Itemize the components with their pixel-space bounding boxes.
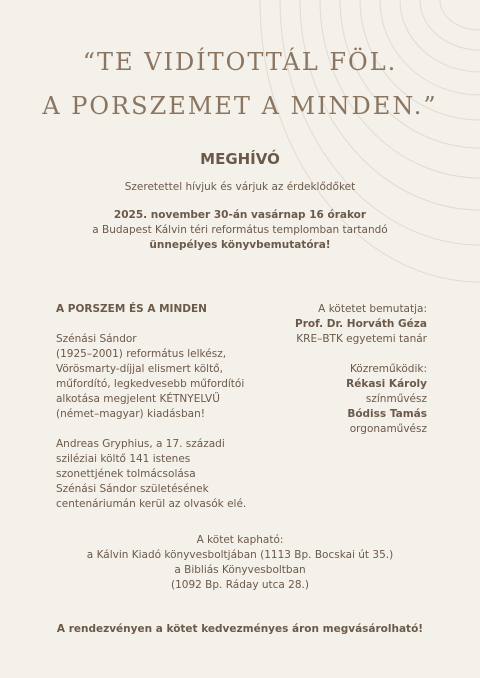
para1-line: (1925–2001) református lelkész, — [56, 348, 227, 360]
contrib1-name: Rékasi Károly — [346, 378, 427, 390]
para2-line: sziléziai költő 141 istenes — [56, 453, 191, 465]
presenter-name: Prof. Dr. Horváth Géza — [295, 318, 427, 330]
para1-line: (német–magyar) kiadásban! — [56, 408, 205, 420]
para2-line: Szénási Sándor születésének — [56, 483, 209, 495]
book-description — [56, 302, 266, 512]
quote-block — [0, 40, 480, 128]
para2-line: Andreas Gryphius, a 17. századi — [56, 438, 225, 450]
quote-line-1: “TE VIDÍTOTTÁL FÖL. — [82, 48, 398, 76]
quote-line-2: A PORSZEMET A MINDEN.” — [42, 92, 438, 120]
participants — [247, 302, 427, 437]
contrib-label: Közreműködik: — [349, 363, 427, 375]
event-details — [0, 208, 480, 253]
para1-line: alkotása megjelent KÉTNYELVŰ — [56, 393, 220, 405]
para2-line: centenáriumán kerül az olvasók elé. — [56, 498, 247, 510]
para1-line: Szénási Sándor — [56, 333, 137, 345]
event-date: 2025. november 30-án vasárnap 16 órakor — [113, 209, 367, 221]
para2-line: szonettjének tolmácsolása — [56, 468, 196, 480]
intro-text: Szeretettel hívjuk és várjuk az érdeklődőket — [124, 181, 356, 193]
contrib1-role: színművész — [365, 393, 427, 405]
availability-block — [0, 533, 480, 593]
availability-label: A kötet kapható: — [196, 534, 284, 546]
presenter-role: KRE–BTK egyetemi tanár — [296, 333, 427, 345]
contrib2-name: Bódiss Tamás — [347, 408, 427, 420]
availability-line3: (1092 Bp. Ráday utca 28.) — [171, 579, 309, 591]
para1-line: műfordító, legkedvesebb műfordítói — [56, 378, 245, 390]
event-place: a Budapest Kálvin téri református templomban tartandó — [92, 224, 388, 236]
event-occasion: ünnepélyes könyvbemutatóra! — [149, 239, 331, 251]
page-title: MEGHÍVÓ — [200, 150, 280, 168]
contrib2-role: orgonaművész — [349, 423, 427, 435]
presenter-label: A kötetet bemutatja: — [318, 303, 427, 315]
availability-line2: a Bibliás Könyvesboltban — [174, 564, 306, 576]
availability-line1: a Kálvin Kiadó könyvesboltjában (1113 Bp. Bocskai út 35.) — [86, 549, 394, 561]
para1-line: Vörösmarty-díjjal elismert költő, — [56, 363, 223, 375]
footer-note: A rendezvényen a kötet kedvezményes áron megvásárolható! — [56, 623, 424, 635]
book-heading: A PORSZEM ÉS A MINDEN — [56, 303, 207, 315]
